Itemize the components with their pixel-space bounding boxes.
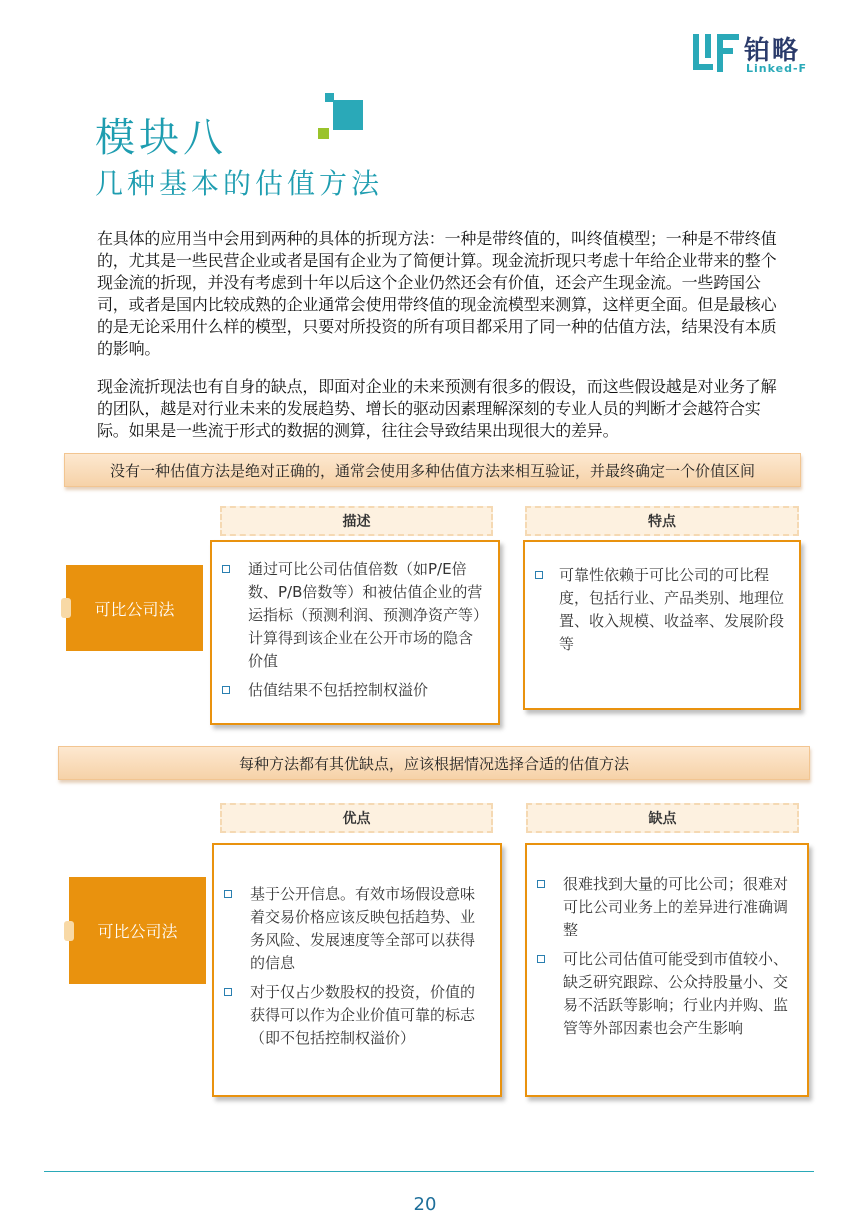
footer-divider <box>44 1171 814 1172</box>
module-title: 模块八 <box>95 115 227 161</box>
section1-col1-list <box>212 558 486 702</box>
section1-method-label: 可比公司法 <box>94 599 175 619</box>
list-item: 基于公开信息。有效市场假设意味着交易价格应该反映包括趋势、业务风险、发展速度等全部可以获得的信息 <box>214 883 488 975</box>
list-item: 可靠性依赖于可比公司的可比程度，包括行业、产品类别、地理位置、收入规模、收益率、发展阶段等 <box>525 564 787 656</box>
section1-col1-box <box>210 540 500 725</box>
list-item: 通过可比公司估值倍数（如P/E倍数、P/B倍数等）和被估值企业的营运指标（预测利润、预测净资产等）计算得到该企业在公开市场的隐含价值 <box>212 558 486 673</box>
list-item: 估值结果不包括控制权溢价 <box>212 679 486 702</box>
logo-text: 铂略 <box>744 36 801 66</box>
section1-method-box <box>66 565 203 651</box>
section2-col2-list <box>527 873 795 1040</box>
paragraph-1: 在具体的应用当中会用到两种的具体的折现方法：一种是带终值的，叫终值模型；一种是不带终值的，尤其是一些民营企业或者是国有企业为了简便计算。现金流折现只考虑十年给企业带来的整个现金流的折现，并没有考虑到十年以后这个企业仍然还会有价值，还会产生现金流。一些跨国公司，或者是国内比较成熟的企业通常会使用带终值的现金流模型来测算，这样更全面。但是最核心的是无论采用什么样的模型，只要对所投资的所有项目都采用了同一种的估值方法，结果没有本质的影响。 <box>97 229 777 358</box>
section2-banner: 每种方法都有其优缺点，应该根据情况选择合适的估值方法 <box>58 746 810 780</box>
tab-decor <box>64 921 74 941</box>
bullet-icon <box>224 890 232 898</box>
list-item: 可比公司估值可能受到市值较小、缺乏研究跟踪、公众持股量小、交易不活跃等影响；行业内并购、监管等外部因素也会产生影响 <box>527 948 795 1040</box>
bullet-icon <box>222 565 230 573</box>
section2-col1-list <box>214 883 488 1050</box>
section2-col2-box <box>525 843 809 1097</box>
section2-method-label: 可比公司法 <box>97 922 178 941</box>
section1-col1-header: 描述 <box>220 506 493 536</box>
bullet-icon <box>537 955 545 963</box>
page-number: 20 <box>413 1194 437 1215</box>
section2-col1-header: 优点 <box>220 803 493 833</box>
bullet-icon <box>224 988 232 996</box>
section1-banner: 没有一种估值方法是绝对正确的，通常会使用多种估值方法来相互验证，并最终确定一个价值区间 <box>64 453 801 487</box>
list-item: 对于仅占少数股权的投资，价值的获得可以作为企业价值可靠的标志（即不包括控制权溢价） <box>214 981 488 1050</box>
section2-col1-box <box>212 843 502 1097</box>
list-item: 很难找到大量的可比公司；很难对可比公司业务上的差异进行准确调整 <box>527 873 795 942</box>
tab-decor <box>61 598 71 618</box>
section1-col2-list <box>525 564 787 656</box>
logo-subtext: Linked-F <box>746 62 808 75</box>
module-subtitle: 几种基本的估值方法 <box>95 167 384 200</box>
section2-col2-header: 缺点 <box>526 803 799 833</box>
bullet-icon <box>535 571 543 579</box>
bullet-icon <box>537 880 545 888</box>
paragraph-2: 现金流折现法也有自身的缺点，即面对企业的未来预测有很多的假设，而这些假设越是对业务了解的团队，越是对行业未来的发展趋势、增长的驱动因素理解深刻的专业人员的判断才会越符合实际。如果是一些流于形式的数据的测算，往往会导致结果出现很大的差异。 <box>97 377 777 440</box>
logo-icon <box>693 34 739 72</box>
section2-method-box <box>69 877 206 984</box>
section1-col2-box <box>523 540 801 710</box>
section1-col2-header: 特点 <box>525 506 799 536</box>
bullet-icon <box>222 686 230 694</box>
